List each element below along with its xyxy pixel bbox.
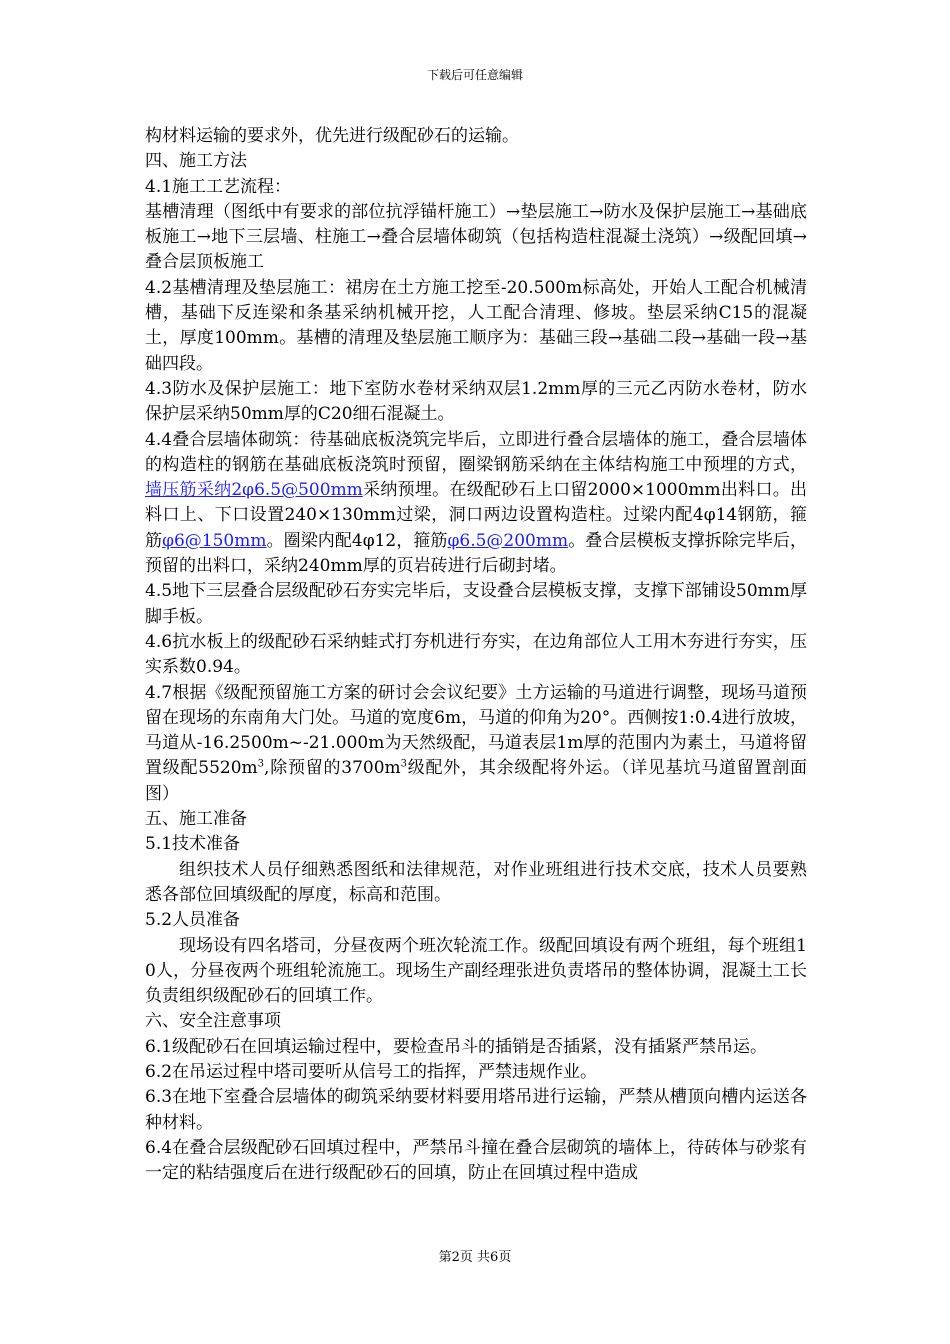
section-heading: 六、安全注意事项 [145,1011,281,1032]
stirrup-link[interactable]: φ6@150mm [162,530,267,551]
subsection-heading: 5.2人员准备 [145,910,241,931]
paragraph-text: 4.7根据《级配预留施工方案的研讨会会议纪要》土方运输的马道进行调整，现场马道预留在现场的东南角大门处。马道的宽度6m，马道的仰角为20°。西侧按1:0.4进行放坡，马道从-16.2500m~-21.000m为天然级配，马道表层1m厚的范围内为素土，马道将留置级配5520m [145,682,807,779]
stirrup-link[interactable]: φ6.5@200mm [447,530,569,551]
paragraph: 构材料运输的要求外，优先进行级配砂石的运输。 [145,126,519,146]
paragraph: 4.5地下三层叠合层级配砂石夯实完毕后，支设叠合层模板支撑，支撑下部铺设50mm厚脚手板。 [145,581,807,627]
paragraph-text: 采纳预埋。在级配砂石上口留2000×1000mm出料口。出料口上、下口设置240×130mm过梁，洞口两边设置构造柱。过梁内配4φ14钢筋，箍筋 [145,480,807,551]
subsection-heading: 4.1施工工艺流程： [145,176,292,197]
paragraph-text: 。叠合层模板支撑拆除完毕后，预留的出料口，采纳240mm厚的页岩砖进行后砌封堵。 [145,530,808,577]
paragraph-text: 4.4叠合层墙体砌筑：待基础底板浇筑完毕后，立即进行叠合层墙体的施工，叠合层墙体的构造柱的钢筋在基础底板浇筑时预留，圈梁钢筋采纳在主体结构施工中预埋的方式， [145,429,807,475]
document-body [145,124,807,1186]
paragraph: 6.2在吊运过程中塔司要听从信号工的指挥，严禁违规作业。 [145,1061,598,1082]
paragraph: 6.1级配砂石在回填运输过程中，要检查吊斗的插销是否插紧，没有插紧严禁吊运。 [145,1036,768,1057]
paragraph-text: 。圈梁内配4φ12，箍筋 [266,530,448,551]
section-heading: 五、施工准备 [145,809,247,830]
superscript: 3 [400,758,408,770]
paragraph: 4.2基槽清理及垫层施工：裙房在土方施工挖至-20.500m标高处，开始人工配合机械清槽，基础下反连梁和条基采纳机械开挖，人工配合清理、修坡。垫层采纳C15的混凝土，厚度100mm。基槽的清理及垫层施工顺序为：基础三段→基础二段→基础一段→基础四段。 [145,277,807,374]
superscript: 3 [257,758,265,770]
paragraph: 6.3在地下室叠合层墙体的砌筑采纳要材料要用塔吊进行运输，严禁从槽顶向槽内运送各种材料。 [145,1087,807,1133]
paragraph-text: 级配外，其余级配将外运。（详见基坑马道留置剖面图） [145,758,807,804]
section-heading: 四、施工方法 [145,151,247,172]
page-header: 下载后可任意编辑 [426,68,523,82]
page-footer: 第2页 共6页 [438,1250,512,1265]
paragraph [145,428,807,580]
paragraph: 4.6抗水板上的级配砂石采纳蛙式打夯机进行夯实，在边角部位人工用木夯进行夯实，压实系数0.94。 [145,631,807,678]
paragraph: 组织技术人员仔细熟悉图纸和法律规范，对作业班组进行技术交底，技术人员要熟悉各部位回填级配的厚度，标高和范围。 [145,859,807,905]
paragraph: 4.3防水及保护层施工：地下室防水卷材采纳双层1.2mm厚的三元乙丙防水卷材，防水保护层采纳50mm厚的C20细石混凝土。 [145,378,807,425]
paragraph-text: ,除预留的3700m [264,758,401,779]
subsection-heading: 5.1技术准备 [145,834,241,855]
paragraph: 6.4在叠合层级配砂石回填过程中，严禁吊斗撞在叠合层砌筑的墙体上，待砖体与砂浆有一定的粘结强度后在进行级配砂石的回填，防止在回填过程中造成 [145,1137,807,1184]
paragraph [145,681,807,807]
rebar-link[interactable]: 墙压筋采纳2φ6.5@500mm [145,480,363,501]
paragraph: 基槽清理（图纸中有要求的部位抗浮锚杆施工）→垫层施工→防水及保护层施工→基础底板施工→地下三层墙、柱施工→叠合层墙体砌筑（包括构造柱混凝土浇筑）→级配回填→叠合层顶板施工 [145,201,807,273]
paragraph: 现场设有四名塔司，分昼夜两个班次轮流工作。级配回填设有两个班组，每个班组10人，分昼夜两个班组轮流施工。现场生产副经理张进负责塔吊的整体协调，混凝土工长负责组织级配砂石的回填工作。 [145,935,807,1007]
